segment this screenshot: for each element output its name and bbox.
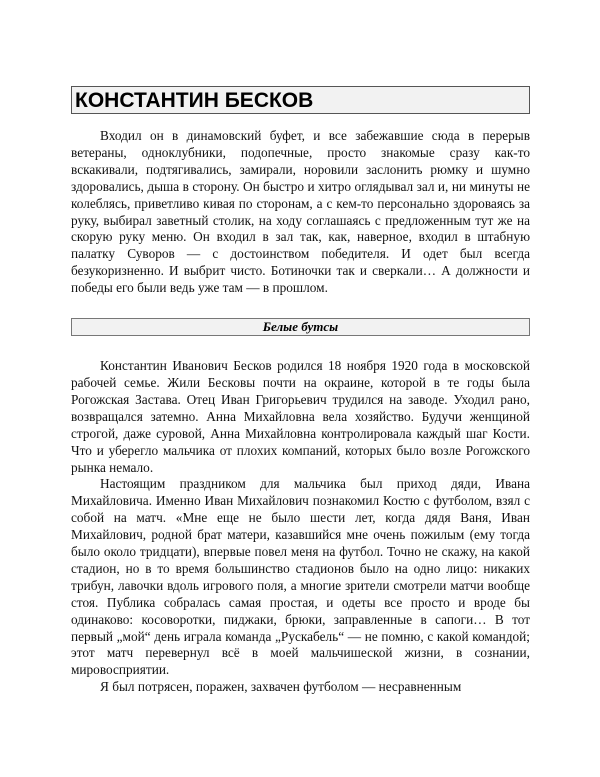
chapter-title: КОНСТАНТИН БЕСКОВ [71,86,530,114]
body-paragraph: Константин Иванович Бесков родился 18 ноября 1920 года в московской рабочей семье. Жили Бесковы почти на окраине, которой в те годы была Рогожская Застава. Отец Иван Григорьевич трудился на заводе. Уходил рано, возвращался затемно. Анна Михайловна вела хозяйство. Будучи женщиной строгой, даже суровой, Анна Михайловна контролировала каждый шаг Кости. Что и уберегло мальчика от плохих компаний, которых было возле Рогожского рынка немало. [71,358,530,475]
body-paragraph: Настоящим праздником для мальчика был приход дяди, Ивана Михайловича. Именно Иван Михайлович познакомил Костю с футболом, взял с собой на матч. «Мне еще не было шести лет, когда дядя Ваня, Иван Михайлович, родной брат матери, казавшийся мне очень пожилым (ему тогда было около тридцати), впервые повел меня на футбол. Точно не скажу, на какой стадион, но в то время большинство стадионов было на одно лицо: никаких трибун, лавочки вдоль игрового поля, а многие зрители смотрели матчи вообще стоя. Публика собралась самая простая, и одеты все просто и вроде бы одинаково: косоворотки, пиджаки, брюки, заправленные в сапоги… В тот первый „мой“ день играла команда „Рускабель“ — не помню, с какой командой; этот матч перевернул всё в моей мальчишеской жизни, в сознании, мировосприятии. [71,476,530,678]
body-paragraph: Я был потрясен, поражен, захвачен футболом — несравненным [100,679,462,695]
section-title: Белые бутсы [71,318,530,336]
document-page [71,86,530,696]
intro-paragraph: Входил он в динамовский буфет, и все забежавшие сюда в перерыв ветераны, одноклубники, подопечные, просто знакомые сразу как-то вскакивали, подтягивались, замирали, норовили заслонить рюмку и шумно здоровались, дыша в сторону. Он быстро и хитро оглядывал зал и, ни минуты не колеблясь, приветливо кивая по сторонам, а с кем-то персонально здороваясь за руку, выбирал заветный столик, на ходу соглашаясь с предложенным тут же на скорую руку меню. Он входил в зал так, как, наверное, входил в штабную палатку Суворов — с достоинством победителя. И одет был всегда безукоризненно. И выбрит чисто. Ботиночки так и сверкали… А должности и победы его были ведь уже там — в прошлом. [71,128,530,296]
